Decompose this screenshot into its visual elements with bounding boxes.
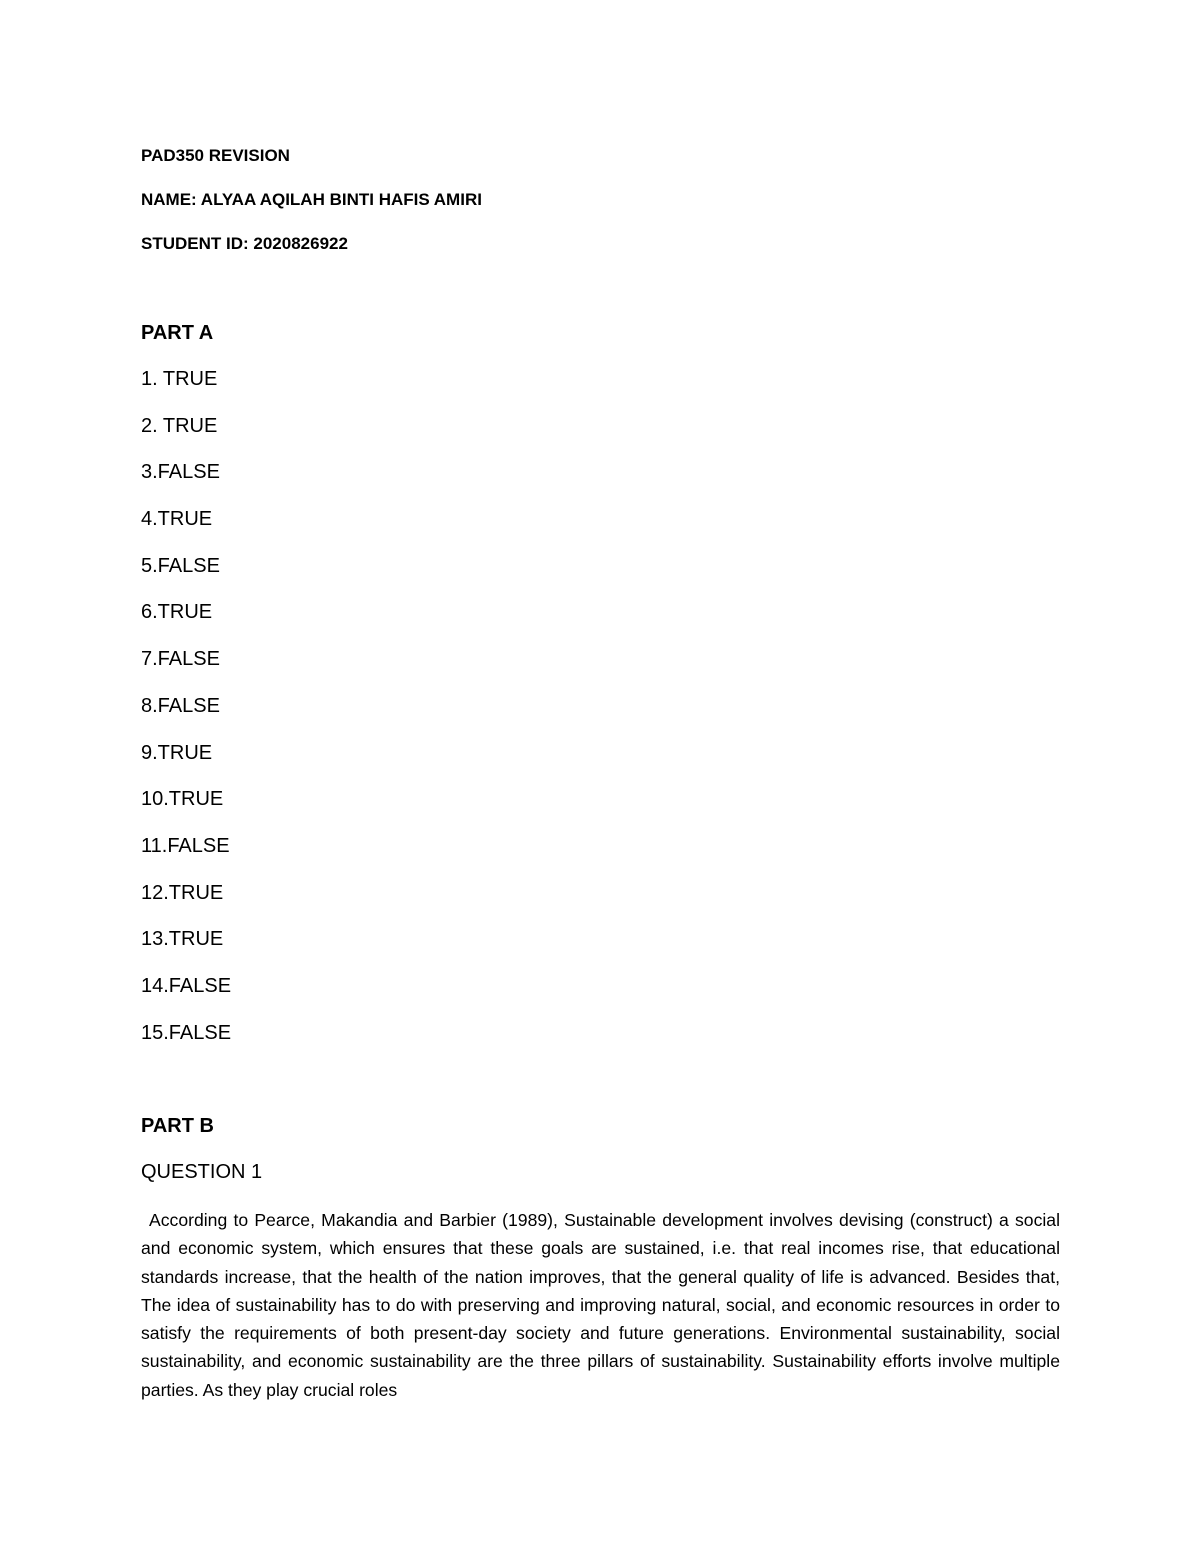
answer-item: 11.FALSE <box>141 834 230 857</box>
answer-item: 5.FALSE <box>141 554 220 577</box>
student-name: NAME: ALYAA AQILAH BINTI HAFIS AMIRI <box>141 190 482 209</box>
answer-item: 4.TRUE <box>141 508 213 531</box>
part-a-answer-list <box>141 366 231 1066</box>
answer-item: 8.FALSE <box>141 694 220 717</box>
answer-item: 15.FALSE <box>141 1021 232 1044</box>
question-1-answer-paragraph: According to Pearce, Makandia and Barbier (1989), Sustainable development involves devising (construct) a social and economic system, which ensures that these goals are sustained, i.e. that real incomes rise, that educational standards increase, that the health of the nation improves, that the general quality of life is advanced. Besides that, The idea of sustainability has to do with preserving and improving natural, social, and economic resources in order to satisfy the requirements of both present-day society and future generations. Environmental sustainability, social sustainability, and economic sustainability are the three pillars of sustainability. Sustainability efforts involve multiple parties. As they play crucial roles <box>141 1210 1060 1400</box>
answer-item: 7.FALSE <box>141 648 220 671</box>
answer-item: 9.TRUE <box>141 741 213 764</box>
question-1-label: QUESTION 1 <box>141 1161 263 1183</box>
part-a-heading: PART A <box>141 322 214 344</box>
answer-item: 1. TRUE <box>141 368 218 390</box>
part-b-heading: PART B <box>141 1115 214 1137</box>
student-id: STUDENT ID: 2020826922 <box>141 234 348 253</box>
answer-item: 3.FALSE <box>141 461 220 484</box>
answer-item: 2. TRUE <box>141 414 218 437</box>
answer-item: 10.TRUE <box>141 788 224 811</box>
answer-item: 13.TRUE <box>141 928 224 951</box>
answer-item: 12.TRUE <box>141 881 224 904</box>
answer-item: 6.TRUE <box>141 601 213 624</box>
course-title: PAD350 REVISION <box>141 146 290 165</box>
answer-item: 14.FALSE <box>141 974 232 997</box>
